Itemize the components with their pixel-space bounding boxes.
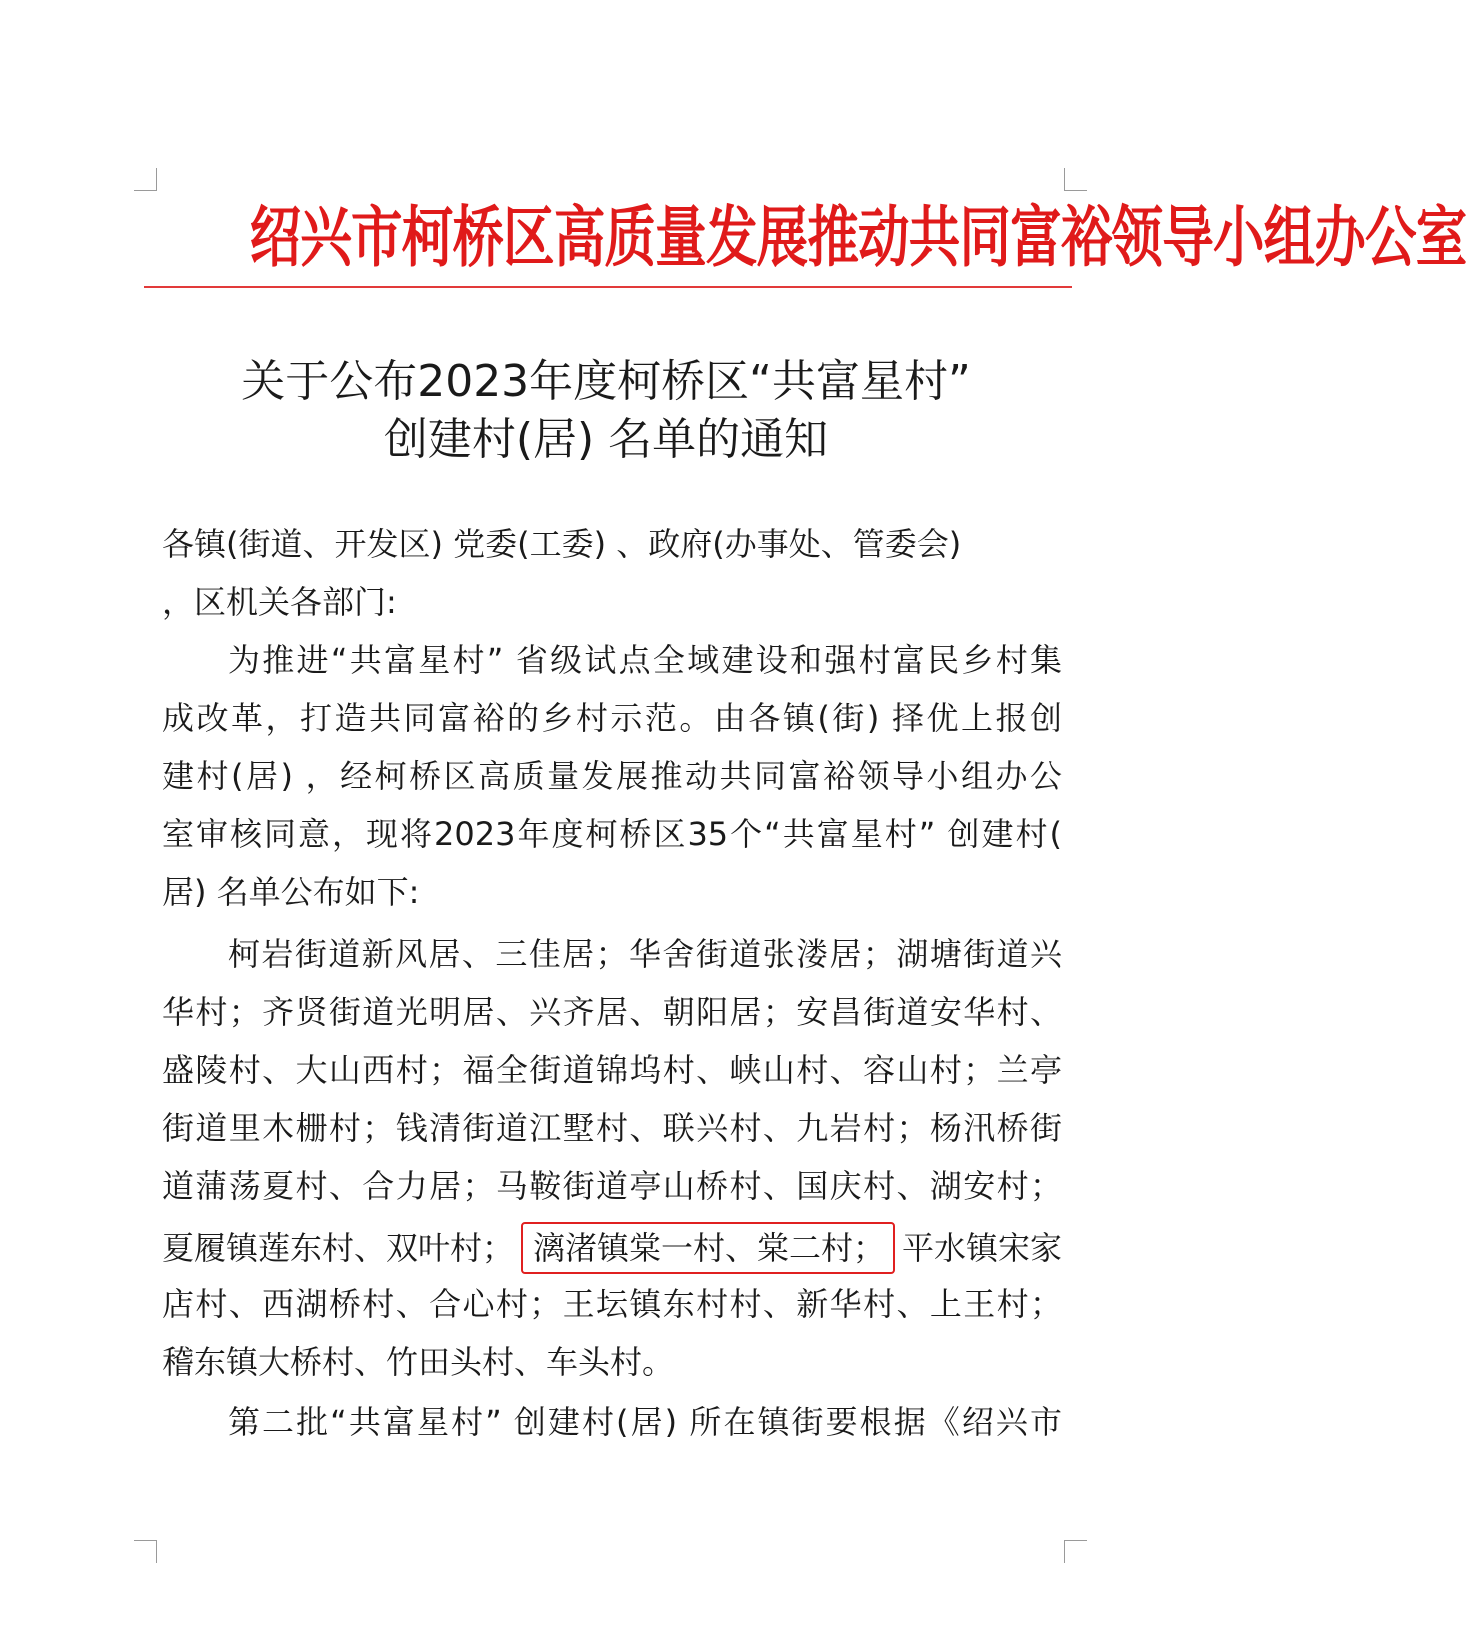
paragraph-1-line: 居) 名单公布如下: [162,873,420,911]
crop-mark-top-right [1064,168,1087,191]
paragraph-2-line: 道蒲荡夏村、合力居；马鞍街道亭山桥村、国庆村、湖安村； [162,1167,1062,1205]
addressee-line-1: 各镇(街道、开发区) 党委(工委) 、政府(办事处、管委会) [162,525,962,563]
paragraph-2-line: 柯岩街道新风居、三佳居；华舍街道张溇居；湖塘街道兴 [228,935,1062,973]
paragraph-1-line: 为推进“共富星村” 省级试点全域建设和强村富民乡村集 [228,641,1062,679]
paragraph-2-line: 街道里木栅村；钱清街道江墅村、联兴村、九岩村；杨汛桥街 [162,1109,1062,1147]
crop-mark-top-left [134,168,157,191]
paragraph-2-line: 店村、西湖桥村、合心村；王坛镇东村村、新华村、上王村； [162,1285,1062,1323]
crop-mark-bottom-right [1064,1540,1087,1563]
paragraph-2-text-after-highlight: 平水镇宋家 [901,1229,1062,1267]
paragraph-2-highlight-line [162,1222,1062,1274]
document-title-line-1: 关于公布2023年度柯桥区“共富星村” [241,356,971,407]
paragraph-1-line: 室审核同意，现将2023年度柯桥区35个“共富星村” 创建村( [162,815,1062,853]
paragraph-1-line: 建村(居) ，经柯桥区高质量发展推动共同富裕领导小组办公 [162,757,1062,795]
document-title-line-2: 创建村(居) 名单的通知 [383,414,829,465]
crop-mark-bottom-left [134,1540,157,1563]
header-red-rule [144,286,1072,288]
highlighted-villages-box: 漓渚镇棠一村、棠二村； [521,1222,895,1274]
paragraph-2-line: 华村；齐贤街道光明居、兴齐居、朝阳居；安昌街道安华村、 [162,993,1062,1031]
paragraph-2-text-before-highlight: 夏履镇莲东村、双叶村； [162,1229,515,1267]
paragraph-1-line: 成改革，打造共同富裕的乡村示范。由各镇(街) 择优上报创 [162,699,1062,737]
addressee-line-2: ，区机关各部门: [162,583,397,621]
paragraph-2-line: 稽东镇大桥村、竹田头村、车头村。 [162,1343,675,1381]
paragraph-2-line: 盛陵村、大山西村；福全街道锦坞村、峡山村、容山村；兰亭 [162,1051,1062,1089]
issuing-office-header: 绍兴市柯桥区高质量发展推动共同富裕领导小组办公室 [249,199,1466,276]
paragraph-3-line: 第二批“共富星村” 创建村(居) 所在镇街要根据《绍兴市 [228,1403,1062,1441]
